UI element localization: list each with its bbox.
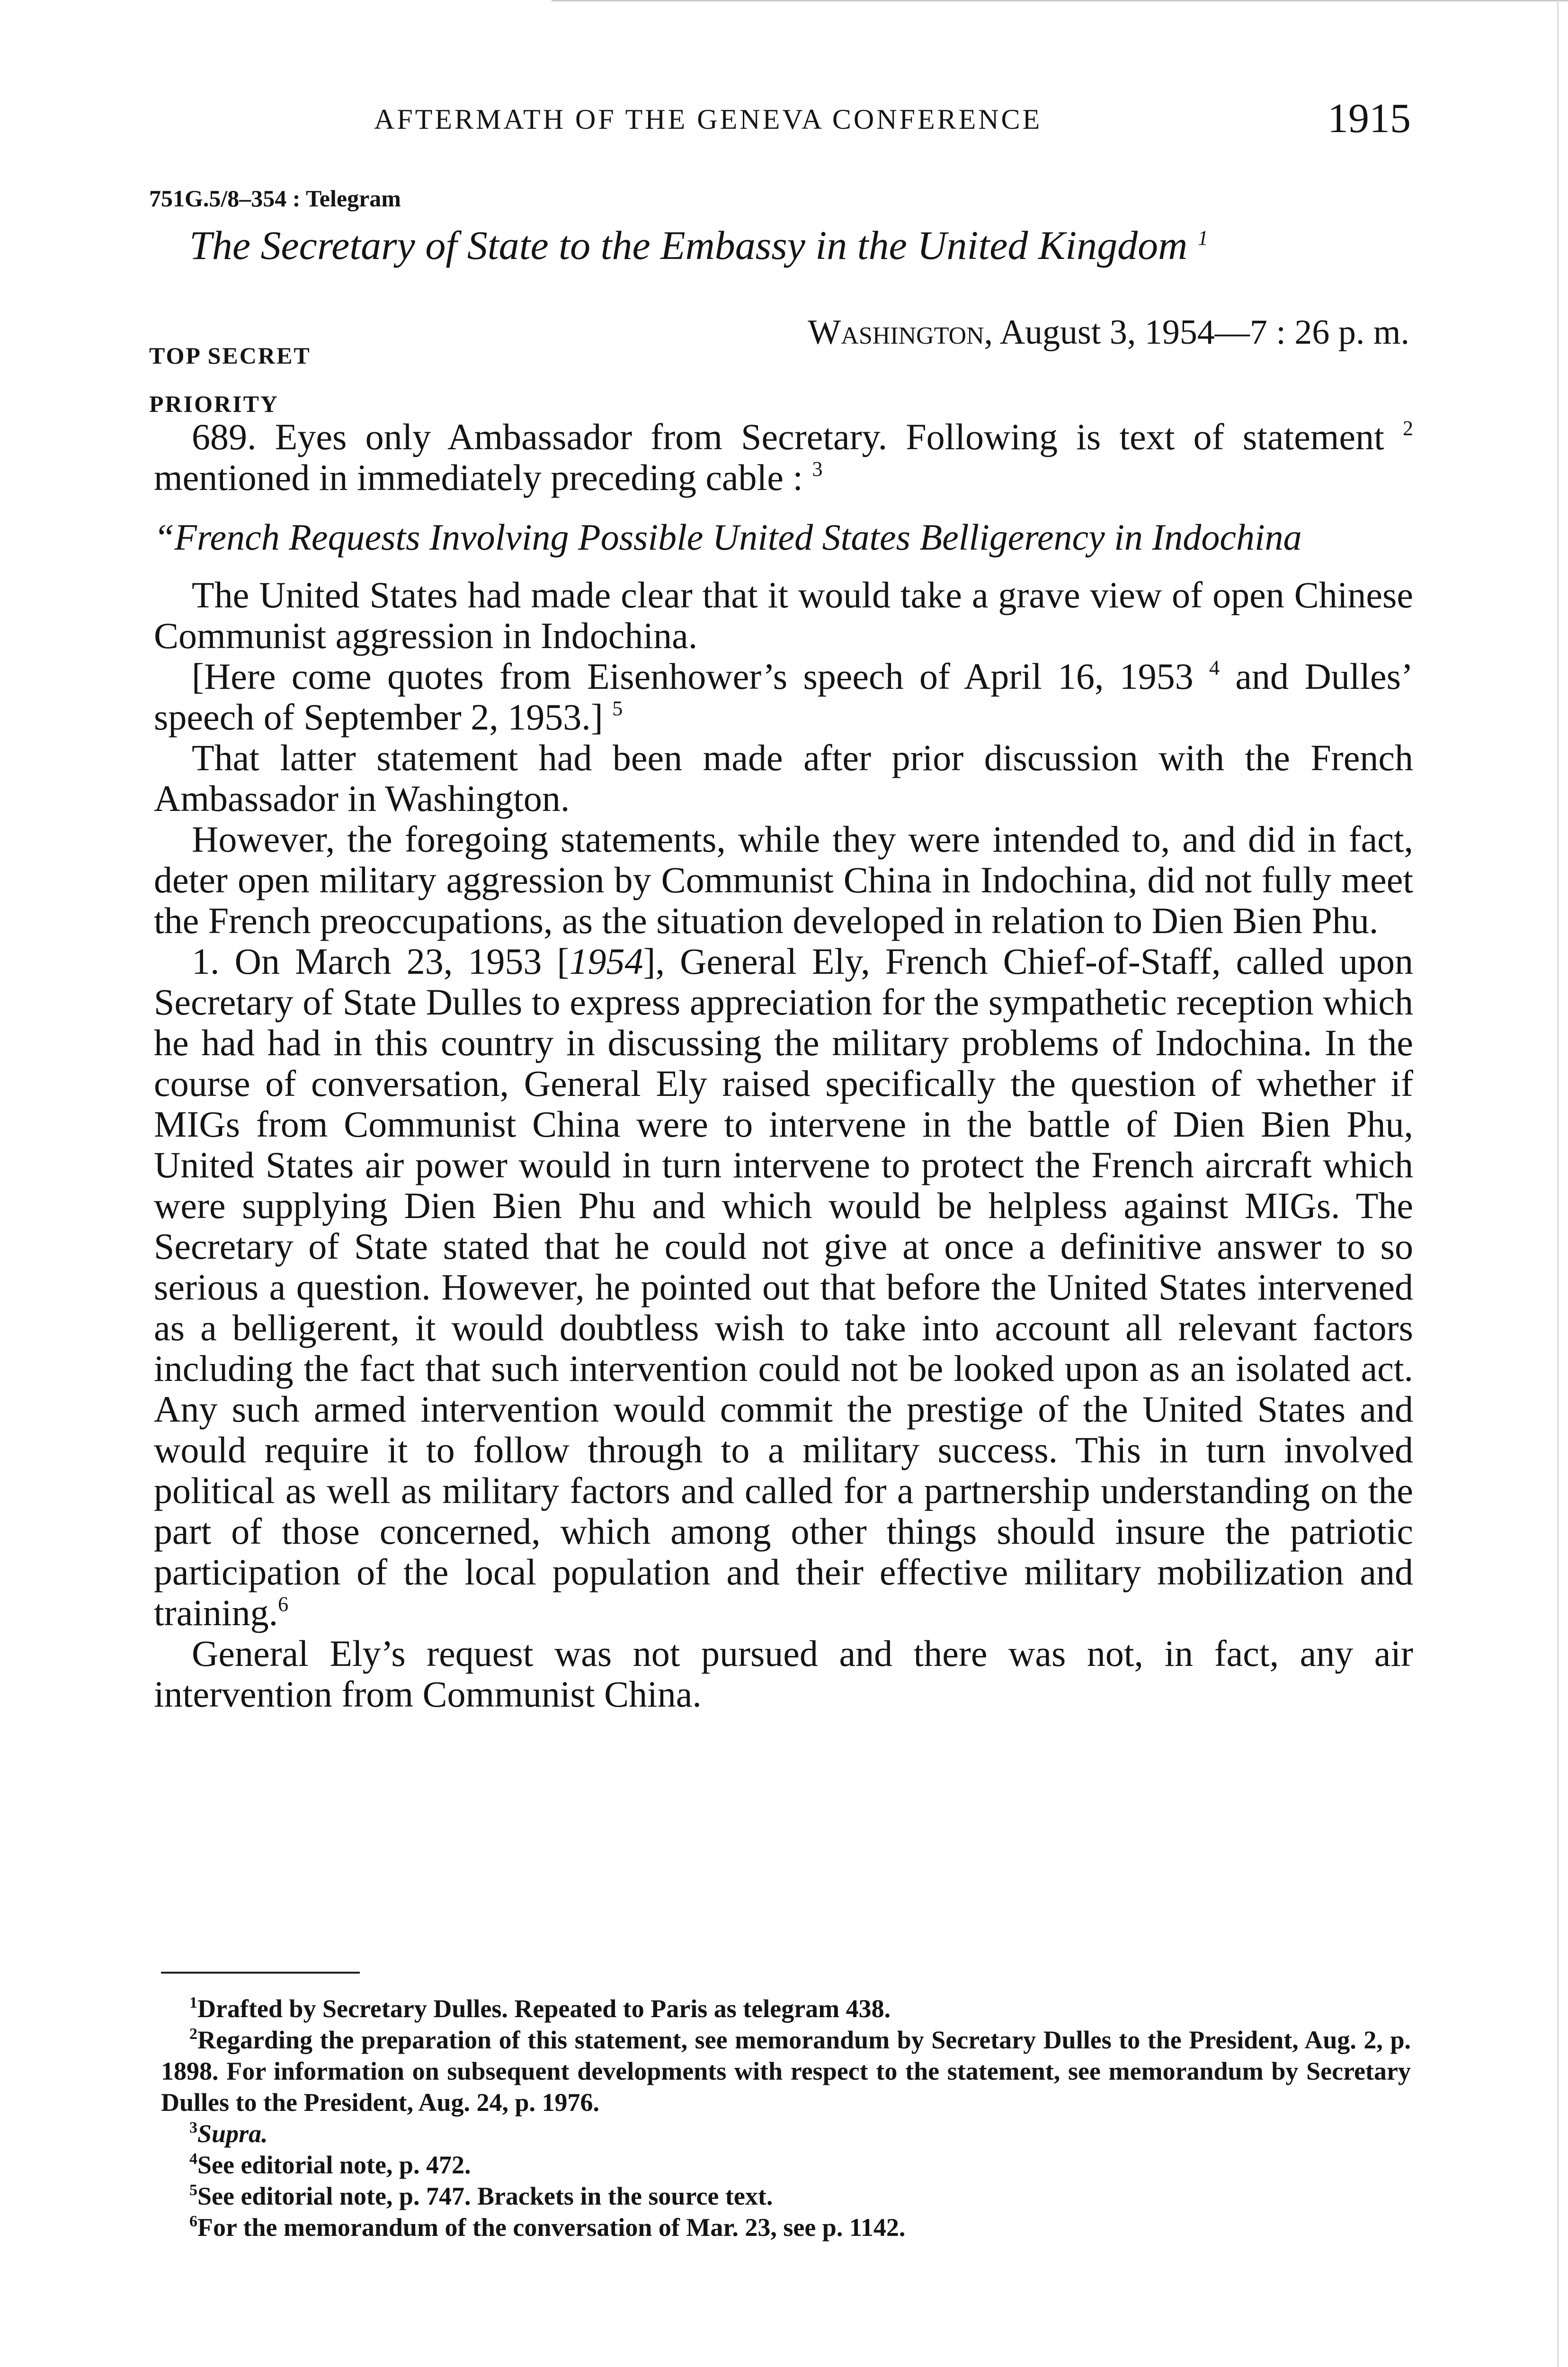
- footnote-4: [161, 2149, 1411, 2180]
- dateline: [808, 312, 1409, 353]
- footnote-text: For the memorandum of the conversation of Mar. 23, see p. 1142.: [197, 2213, 906, 2242]
- footnote-6: [161, 2212, 1411, 2243]
- scan-top-edge: [552, 0, 1568, 1]
- paragraph-4: However, the foregoing statements, while they were intended to, and did in fact, deter open military aggression by Communist China in Indochina, did not fully meet the French preoccupations, as the situation developed in relation to Dien Bien Phu.: [154, 819, 1413, 941]
- paragraph-3: That latter statement had been made after prior discussion with the French Ambassador in Washington.: [154, 737, 1413, 819]
- footnote-text: See editorial note, p. 747. Brackets in the source text.: [197, 2182, 773, 2210]
- document-title-text: The Secretary of State to the Embassy in the United Kingdom: [189, 222, 1188, 268]
- footnotes: [161, 1993, 1411, 2243]
- footnote-text: Drafted by Secretary Dulles. Repeated to Paris as telegram 438.: [197, 1994, 891, 2023]
- footnote-number: 3: [189, 2119, 197, 2136]
- statement-heading: “French Requests Involving Possible United States Belligerency in Indochina: [154, 516, 1302, 558]
- corrected-year: 1954: [569, 941, 643, 982]
- footnote-number: 4: [189, 2150, 197, 2168]
- footnote-ref-4: 4: [1209, 656, 1220, 679]
- paragraph-5-text-b: ], General Ely, French Chief-of-Staff, called upon Secretary of State Dulles to express appreciation for the sympathetic reception which he had had in this country in discussing the military problems of Indochina. In the course of conversation, General Ely raised specifically the question of whether if MIGs from Communist China were to intervene in the battle of Dien Bien Phu, United States air power would in turn intervene to protect the French aircraft which were supplying Dien Bien Phu and which would be helpless against MIGs. The Secretary of State stated that he could not give at once a definitive answer to so serious a question. However, he pointed out that before the United States intervened as a belligerent, it would doubtless wish to take into account all relevant factors including the fact that such intervention could not be looked upon as an isolated act. Any such armed intervention would commit the prestige of the United States and would require it to follow through to a military success. This in turn involved political as well as military factors and called for a partnership understanding on the part of those concerned, which among other things should insure the patriotic participation of the local population and their effective military mobilization and training.: [154, 941, 1413, 1633]
- footnote-2: [161, 2024, 1411, 2118]
- footnote-number: 6: [189, 2213, 197, 2230]
- dateline-place: Washington: [808, 313, 984, 352]
- intro-text-b: mentioned in immediately preceding cable :: [154, 457, 803, 498]
- paragraph-2: [154, 656, 1413, 738]
- footnote-ref-1: 1: [1197, 226, 1208, 249]
- paragraph-6: General Ely’s request was not pursued and there was not, in fact, any air intervention from Communist China.: [154, 1633, 1413, 1715]
- page-number: 1915: [1327, 96, 1411, 142]
- running-title: AFTERMATH OF THE GENEVA CONFERENCE: [374, 104, 1042, 135]
- paragraph-5-text-a: 1. On March 23, 1953 [: [192, 941, 570, 982]
- classification-label: TOP SECRET: [149, 342, 311, 369]
- footnote-ref-2: 2: [1403, 417, 1414, 440]
- footnote-text: See editorial note, p. 472.: [197, 2151, 471, 2179]
- scan-right-edge: [1557, 0, 1559, 2367]
- footnote-number: 1: [189, 1994, 197, 2011]
- intro-text-a: 689. Eyes only Ambassador from Secretary. Following is text of statement: [192, 416, 1384, 457]
- classification-block: [149, 331, 311, 428]
- page-header: [156, 95, 1411, 151]
- footnote-5: [161, 2180, 1411, 2212]
- footnote-ref-6: 6: [278, 1593, 289, 1616]
- footnote-number: 2: [189, 2025, 197, 2043]
- footnote-text: Supra.: [197, 2119, 268, 2148]
- paragraph-2-text-a: [Here come quotes from Eisenhower’s speech of April 16, 1953: [192, 656, 1194, 697]
- footnote-1: [161, 1993, 1411, 2024]
- document-title: [189, 222, 1208, 269]
- paragraph-5: [154, 941, 1413, 1633]
- footnote-3: [161, 2118, 1411, 2149]
- paragraph-1: The United States had made clear that it would take a grave view of open Chinese Communist aggression in Indochina.: [154, 574, 1413, 656]
- file-number: 751G.5/8–354 : Telegram: [149, 185, 401, 212]
- footnote-text: Regarding the preparation of this statement, see memorandum by Secretary Dulles to the President, Aug. 2, p. 1898. For information on subsequent developments with respect to the statement, see memorandum by Secretary Dulles to the President, Aug. 24, p. 1976.: [161, 2026, 1411, 2117]
- footnote-ref-5: 5: [612, 697, 623, 720]
- footnote-separator: [161, 1972, 360, 1974]
- footnote-ref-3: 3: [812, 457, 823, 481]
- paragraph-2-text-b: and Dulles’ speech of September 2, 1953.]: [154, 656, 1413, 738]
- telegram-body: [154, 417, 1413, 1715]
- intro-paragraph: [154, 417, 1413, 498]
- footnote-number: 5: [189, 2181, 197, 2199]
- precedence-label: PRIORITY: [149, 391, 279, 417]
- dateline-date: , August 3, 1954—7 : 26 p. m.: [984, 313, 1409, 352]
